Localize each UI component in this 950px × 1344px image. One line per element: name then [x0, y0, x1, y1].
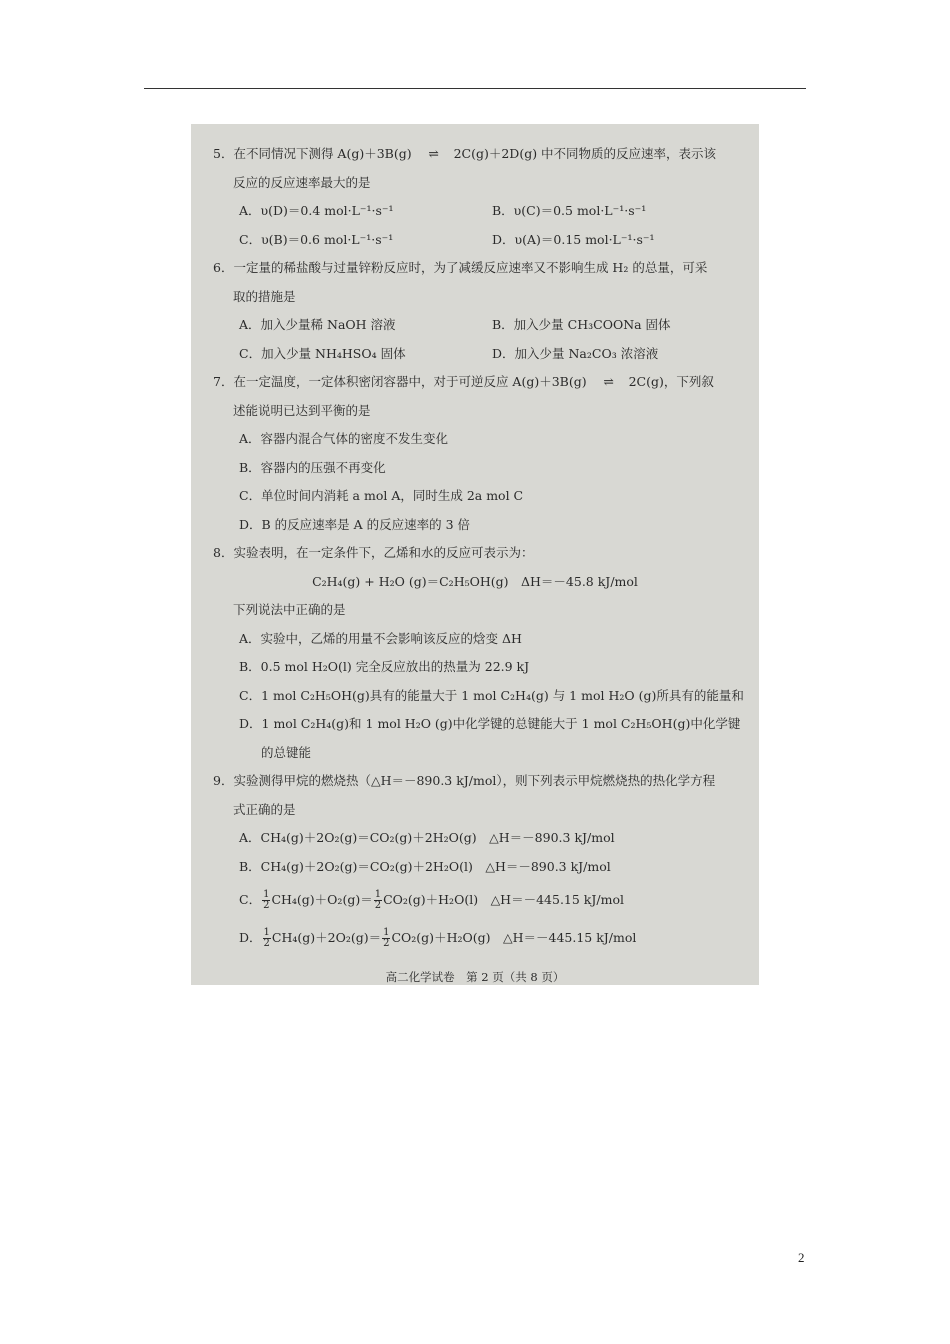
q6-option-a: A．加入少量稀 NaOH 溶液 [239, 317, 396, 332]
q6-option-d: D．加入少量 Na₂CO₃ 浓溶液 [492, 345, 659, 361]
q5-option-d: D．υ(A)＝0.15 mol·L⁻¹·s⁻¹ [492, 231, 655, 247]
q6-option-b: B．加入少量 CH₃COONa 固体 [492, 317, 671, 332]
question-8-stem-line2: 下列说法中正确的是 [233, 602, 346, 617]
question-8-stem: 8．实验表明，在一定条件下，乙烯和水的反应可表示为： [213, 545, 534, 560]
fraction-numerator: 1 [383, 927, 390, 938]
q8-option-a: A．实验中，乙烯的用量不会影响该反应的焓变 ΔH [239, 630, 522, 646]
question-6-stem: 6．一定量的稀盐酸与过量锌粉反应时，为了减缓反应速率又不影响生成 H₂ 的总量，可采 [213, 260, 708, 275]
fraction-numerator: 1 [263, 927, 270, 938]
q6-options-cd [205, 340, 745, 369]
question-7-stem [205, 368, 745, 397]
q6-option-c: C．加入少量 NH₄HSO₄ 固体 [239, 345, 406, 361]
q8-option-c: C．1 mol C₂H₅OH(g)具有的能量大于 1 mol C₂H₄(g) 与 1 mol H₂O (g)所具有的能量和 [239, 687, 744, 703]
question-9-stem-line2: 式正确的是 [233, 801, 296, 817]
q5-option-a: A．υ(D)＝0.4 mol·L⁻¹·s⁻¹ [239, 203, 394, 218]
q7-stem-part1: 7．在一定温度，一定体积密闭容器中，对于可逆反应 A(g)＋3B(g) [213, 374, 587, 389]
equilibrium-arrow-icon: ⇌ [428, 146, 437, 161]
q5-stem-part2: 2C(g)＋2D(g) 中不同物质的反应速率，表示该 [453, 146, 717, 161]
exam-page-footer: 高二化学试卷 第 2 页（共 8 页） [385, 970, 565, 984]
fraction-one-half [263, 928, 271, 949]
q9-option-d [205, 919, 745, 957]
q9-option-d-reactants: CH₄(g)＋2O₂(g)＝ [271, 930, 382, 945]
q8-option-b: B．0.5 mol H₂O(l) 完全反应放出的热量为 22.9 kJ [239, 659, 530, 674]
q9-option-c [205, 881, 745, 919]
equilibrium-arrow-icon: ⇌ [603, 374, 612, 389]
header-rule [144, 88, 806, 89]
question-5-stem [205, 140, 745, 169]
q8-option-d: D．1 mol C₂H₄(g)和 1 mol H₂O (g)中化学键的总键能大于 1 mol C₂H₅OH(g)中化学键 [239, 716, 741, 731]
q7-stem-part2: 2C(g)，下列叙 [628, 374, 714, 389]
q7-option-c: C．单位时间内消耗 a mol A，同时生成 2a mol C [239, 488, 524, 503]
q5-options-cd [205, 226, 745, 255]
question-9-stem: 9．实验测得甲烷的燃烧热（△H＝－890.3 kJ/mol），则下列表示甲烷燃烧热的热化学方程 [213, 773, 716, 788]
fraction-denominator: 2 [374, 900, 382, 911]
question-7-stem-line2: 述能说明已达到平衡的是 [233, 402, 371, 418]
q9-option-d-products: CO₂(g)＋H₂O(g) △H＝－445.15 kJ/mol [391, 930, 637, 945]
q8-equation: C₂H₄(g) + H₂O (g)＝C₂H₅OH(g) ΔH＝－45.8 kJ/mol [312, 573, 638, 589]
fraction-denominator: 2 [263, 938, 270, 949]
q5-option-b: B．υ(C)＝0.5 mol·L⁻¹·s⁻¹ [492, 203, 647, 218]
q5-options-ab [205, 197, 745, 226]
q5-stem-part1: 5．在不同情况下测得 A(g)＋3B(g) [213, 146, 412, 161]
q5-option-c: C．υ(B)＝0.6 mol·L⁻¹·s⁻¹ [239, 231, 394, 247]
q7-option-b: B．容器内的压强不再变化 [239, 459, 386, 475]
fraction-denominator: 2 [263, 900, 270, 911]
q9-option-d-label: D． [239, 930, 262, 945]
fraction-one-half [374, 890, 382, 911]
fraction-denominator: 2 [383, 938, 390, 949]
q9-option-b: B．CH₄(g)＋2O₂(g)＝CO₂(g)＋2H₂O(l) △H＝－890.3 kJ/mol [239, 858, 611, 874]
q6-options-ab [205, 311, 745, 340]
question-6-stem-line2: 取的措施是 [233, 288, 296, 304]
q9-option-c-label: C． [239, 892, 262, 907]
q9-option-c-reactants: CH₄(g)＋O₂(g)＝ [271, 892, 373, 907]
q7-option-a: A．容器内混合气体的密度不发生变化 [239, 431, 449, 446]
fraction-numerator: 1 [263, 889, 270, 900]
q9-option-c-products: CO₂(g)＋H₂O(l) △H＝－445.15 kJ/mol [383, 892, 624, 907]
fraction-one-half [382, 928, 390, 949]
q9-option-a: A．CH₄(g)＋2O₂(g)＝CO₂(g)＋2H₂O(g) △H＝－890.3 kJ/mol [239, 830, 615, 845]
fraction-numerator: 1 [374, 889, 382, 900]
question-5-stem-line2: 反应的反应速率最大的是 [233, 174, 371, 190]
q7-option-d: D．B 的反应速率是 A 的反应速率的 3 倍 [239, 516, 471, 532]
fraction-one-half [262, 890, 270, 911]
scanned-exam-page [191, 124, 759, 985]
q8-option-d-line2: 的总键能 [261, 744, 312, 760]
page-number: 2 [798, 1250, 805, 1265]
